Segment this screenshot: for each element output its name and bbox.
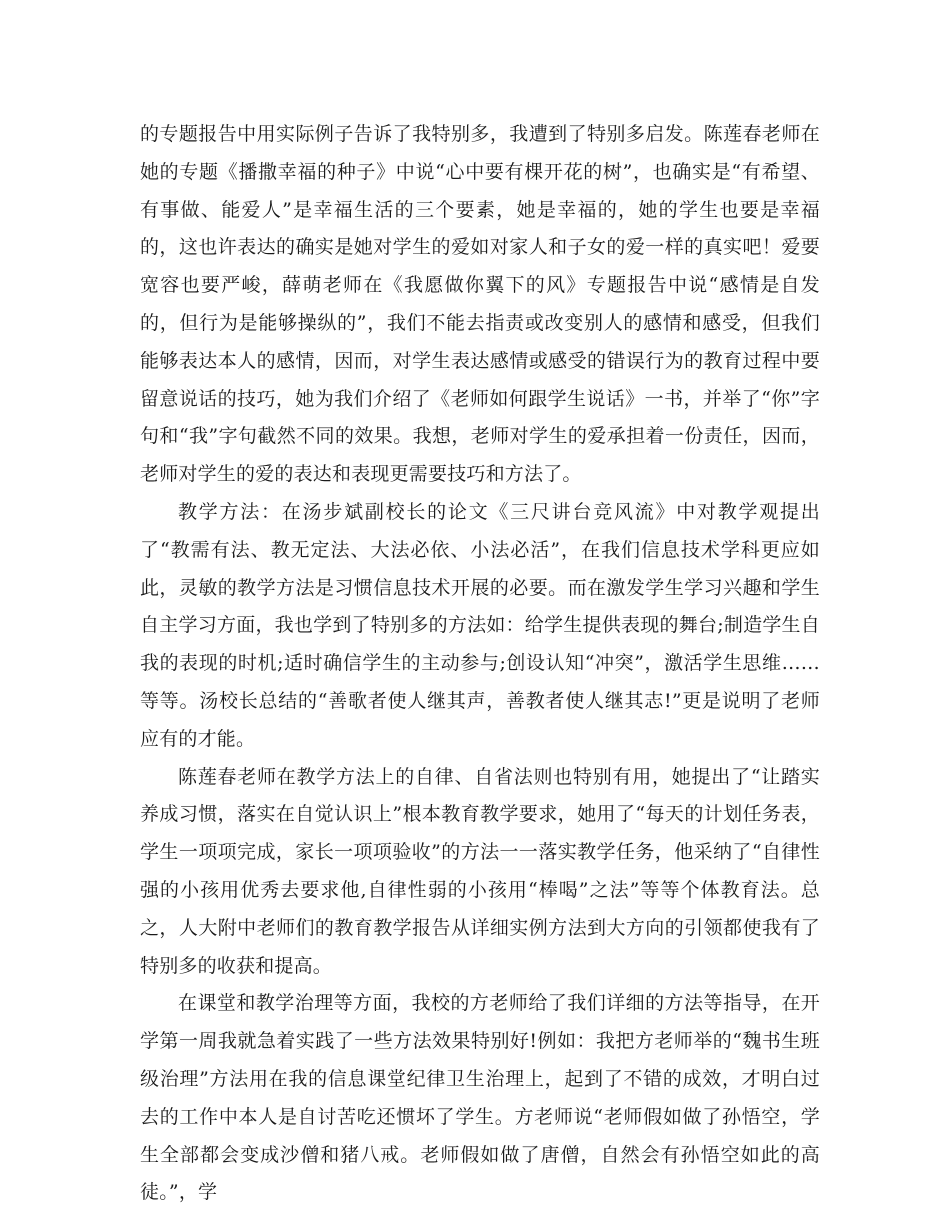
paragraph-self-discipline: 陈莲春老师在教学方法上的自律、自省法则也特别有用，她提出了“让踏实养成习惯，落实在自觉认识上”根本教育教学要求，她用了“每天的计划任务表，学生一项项完成，家长一项项验收”的方法一一落实教学任务，他采纳了“自律性强的小孩用优秀去要求他,自律性弱的小孩用“棒喝”之法”等等个体教育法。总之，人大附中老师们的教育教学报告从详细实例方法到大方向的引领都使我有了特别多的收获和提高。 [140, 765, 820, 977]
document-body [140, 116, 820, 1212]
paragraph-classroom-management: 在课堂和教学治理等方面，我校的方老师给了我们详细的方法等指导，在开学第一周我就急着实践了一些方法效果特别好!例如：我把方老师举的“魏书生班级治理”方法用在我的信息课堂纪律卫生治理上，起到了不错的成效，才明白过去的工作中本人是自讨苦吃还惯坏了学生。方老师说“老师假如做了孙悟空，学生全部都会变成沙僧和猪八戒。老师假如做了唐僧，自然会有孙悟空如此的高徒。”，学 [140, 992, 820, 1204]
paragraph-1: 的专题报告中用实际例子告诉了我特别多，我遭到了特别多启发。陈莲春老师在她的专题《播撒幸福的种子》中说“心中要有棵开花的树”，也确实是“有希望、有事做、能爱人”是幸福生活的三个要素，她是幸福的，她的学生也要是幸福的，这也许表达的确实是她对学生的爱如对家人和子女的爱一样的真实吧！爱要宽容也要严峻，薛萌老师在《我愿做你翼下的风》专题报告中说“感情是自发的，但行为是能够操纵的”，我们不能去指责或改变别人的感情和感受，但我们能够表达本人的感情，因而，对学生表达感情或感受的错误行为的教育过程中要留意说话的技巧，她为我们介绍了《老师如何跟学生说话》一书，并举了“你”字句和“我”字句截然不同的效果。我想，老师对学生的爱承担着一份责任，因而，老师对学生的爱的表达和表现更需要技巧和方法了。 [140, 123, 820, 486]
paragraph-teaching-methods: 教学方法：在汤步斌副校长的论文《三尺讲台竞风流》中对教学观提出了“教需有法、教无定法、大法必依、小法必活”，在我们信息技术学科更应如此，灵敏的教学方法是习惯信息技术开展的必要。而在激发学生学习兴趣和学生自主学习方面，我也学到了特别多的方法如：给学生提供表现的舞台;制造学生自我的表现的时机;适时确信学生的主动参与;创设认知“冲突”，激活学生思维……等等。汤校长总结的“善歌者使人继其声，善教者使人继其志!”更是说明了老师应有的才能。 [140, 500, 820, 750]
